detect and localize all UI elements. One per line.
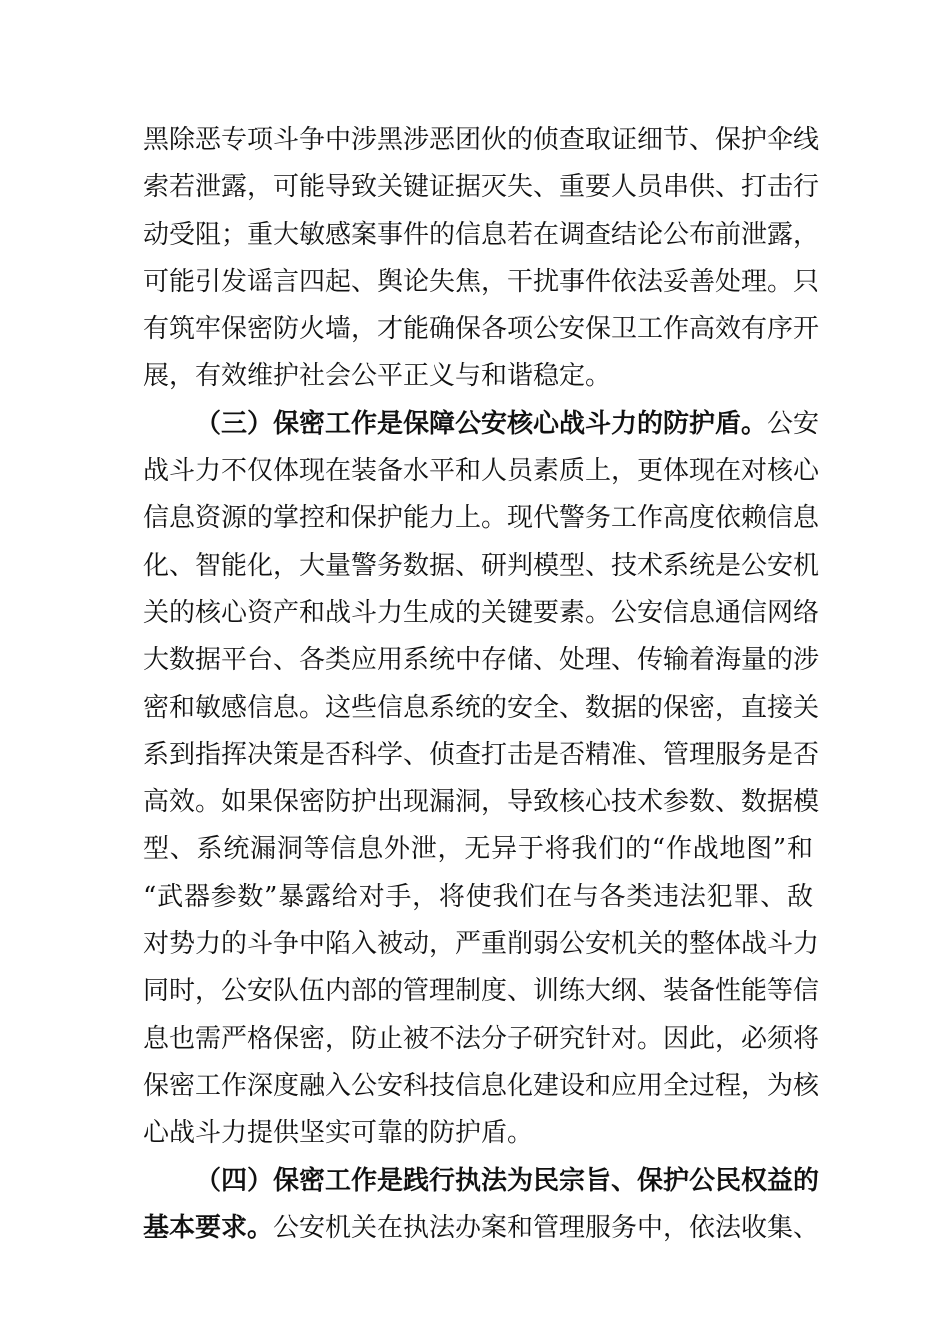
paragraph-2-line-12: 对势力的斗争中陷入被动，严重削弱公安机关的整体战斗力 [143,929,820,960]
paragraph-1-line-4: 可能引发谣言四起、舆论失焦，干扰事件依法妥善处理。只 [143,266,820,297]
paragraph-2-line-2: 战斗力不仅体现在装备水平和人员素质上，更体现在对核心 [143,456,820,487]
paragraph-2-line-16: 心战斗力提供坚实可靠的防护盾。 [143,1118,534,1149]
document-body [143,117,820,1252]
paragraph-1-line-5: 有筑牢保密防火墙，才能确保各项公安保卫工作高效有序开 [143,314,820,345]
paragraph-2-line-8: 系到指挥决策是否科学、侦查打击是否精准、管理服务是否 [143,739,820,770]
paragraph-2-line-14: 息也需严格保密，防止被不法分子研究针对。因此，必须将 [143,1023,820,1054]
paragraph-2-line-13: 同时，公安队伍内部的管理制度、训练大纲、装备性能等信 [143,976,820,1007]
paragraph-2-line-6: 大数据平台、各类应用系统中存储、处理、传输着海量的涉 [143,645,820,676]
paragraph-2-line-7: 密和敏感信息。这些信息系统的安全、数据的保密，直接关 [143,692,820,723]
paragraph-2-heading: （三）保密工作是保障公安核心战斗力的防护盾。 [195,408,768,439]
paragraph-2-line-11: “武器参数”暴露给对手，将使我们在与各类违法犯罪、敌 [143,881,813,912]
paragraph-2-first-line-rest: 公安 [767,408,820,439]
paragraph-3-heading-line-2: 基本要求。 [143,1212,274,1243]
paragraph-1-line-2: 索若泄露，可能导致关键证据灭失、重要人员串供、打击行 [143,172,820,203]
paragraph-2-line-3: 信息资源的掌控和保护能力上。现代警务工作高度依赖信息 [143,503,820,534]
paragraph-2-line-9: 高效。如果保密防护出现漏洞，导致核心技术参数、数据模 [143,787,820,818]
paragraph-3-line-2 [143,1205,820,1252]
paragraph-1-line-1: 黑除恶专项斗争中涉黑涉恶团伙的侦查取证细节、保护伞线 [143,125,820,155]
paragraph-2-line-10: 型、系统漏洞等信息外泄，无异于将我们的“作战地图”和 [143,834,813,865]
paragraph-1-line-3: 动受阻；重大敏感案事件的信息若在调查结论公布前泄露， [143,219,820,250]
paragraph-3-heading-line-1: （四）保密工作是践行执法为民宗旨、保护公民权益的 [195,1165,820,1196]
paragraph-2-line-15: 保密工作深度融入公安科技信息化建设和应用全过程，为核 [143,1070,820,1101]
paragraph-1-line-6: 展，有效维护社会公平正义与和谐稳定。 [143,361,612,392]
paragraph-2-first-line [143,401,820,448]
paragraph-3-line-2-rest: 公安机关在执法办案和管理服务中，依法收集、 [273,1212,820,1243]
paragraph-2-line-5: 关的核心资产和战斗力生成的关键要素。公安信息通信网络 [143,597,820,628]
paragraph-2-line-4: 化、智能化，大量警务数据、研判模型、技术系统是公安机 [143,550,820,581]
